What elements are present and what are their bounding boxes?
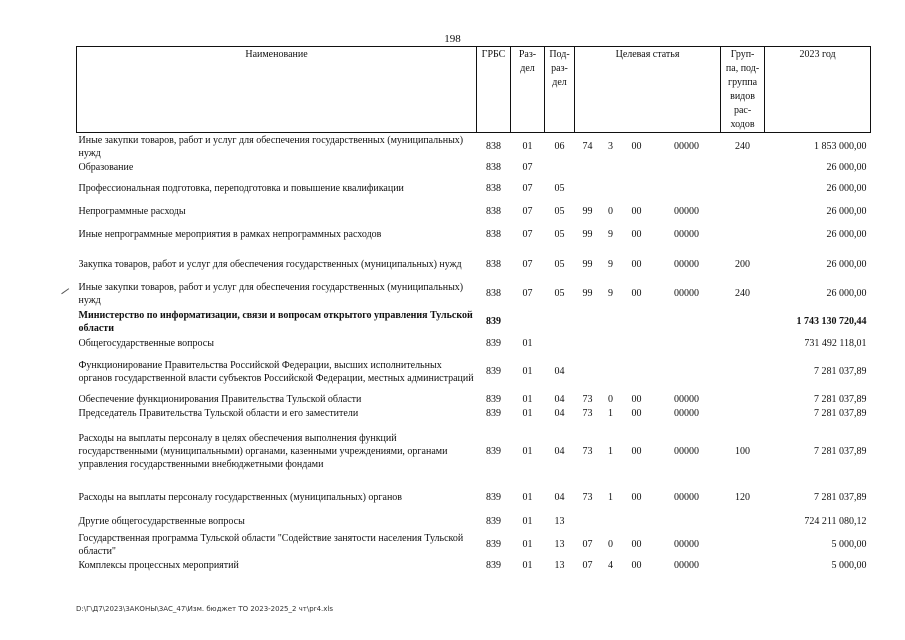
cell-cs-event: 00 [631,539,642,550]
cell-cs-program: 73 [582,446,593,457]
cell-cs-event [621,351,653,393]
cell-cs-program: 99 [582,288,593,299]
cell-razdel: 07 [522,229,533,240]
table-row [77,308,871,336]
cell-razdel: 07 [522,206,533,217]
cell-cs-event [621,161,653,175]
cell-vid-rashodov [721,175,765,203]
cell-cs-program [575,175,601,203]
cell-amount: 724 211 080,12 [804,516,867,527]
cell-grbs: 839 [486,446,501,457]
cell-vid-rashodov [721,559,765,573]
cell-cs-program: 74 [582,141,593,153]
cell-vid-rashodov [721,351,765,393]
cell-amount: 5 000,00 [831,560,867,571]
cell-podrazdel [545,336,575,351]
cell-razdel: 01 [522,492,533,503]
cell-name: Государственная программа Тульской области "Содействие занятости населения Тульской области" [78,532,464,557]
file-path-footer: D:\Г\Д7\2023\ЗАКОНЫ\ЗАС_47\Изм. бюджет ТО 2023-2025_2 чт\pr4.xls [76,605,333,613]
cell-podrazdel: 05 [554,229,565,240]
cell-vid-rashodov: 200 [735,258,751,270]
table-row [77,221,871,249]
cell-razdel: 07 [522,162,533,173]
cell-vid-rashodov [721,393,765,407]
cell-podrazdel: 04 [554,408,565,419]
cell-cs-type [601,161,621,175]
cell-razdel: 07 [522,258,533,270]
cell-vid-rashodov: 240 [735,141,751,153]
cell-amount: 26 000,00 [826,206,867,217]
cell-amount: 5 000,00 [831,539,867,550]
cell-razdel: 01 [522,394,533,405]
cell-cs-event: 00 [631,288,642,299]
cell-name: Расходы на выплаты персоналу государственных (муниципальных) органов [78,492,403,503]
cell-amount: 26 000,00 [826,162,867,173]
cell-cs-event [621,513,653,531]
cell-vid-rashodov: 240 [735,288,751,299]
cell-razdel: 01 [522,446,533,457]
cell-vid-rashodov [721,203,765,221]
cell-name: Иные непрограммные мероприятия в рамках непрограммных расходов [78,229,382,240]
table-row [77,133,871,161]
cell-podrazdel: 04 [554,446,565,457]
cell-cs-type: 0 [608,394,613,405]
cell-cs-direction [653,161,721,175]
cell-amount: 731 492 118,01 [804,337,867,349]
cell-cs-direction [653,336,721,351]
cell-podrazdel: 05 [554,288,565,299]
cell-name: Иные закупки товаров, работ и услуг для обеспечения государственных (муниципальных) нужд [78,134,464,159]
budget-table [76,46,871,573]
cell-cs-event: 00 [631,408,642,419]
cell-name: Непрограммные расходы [78,206,186,217]
table-row [77,483,871,513]
header-gruppa-vidov-rashodov: Груп- па, под- группа видов рас- ходов [721,47,765,133]
cell-cs-event: 00 [631,492,642,503]
cell-cs-type: 4 [608,560,613,571]
table-row [77,203,871,221]
cell-amount: 7 281 037,89 [814,446,867,457]
cell-razdel: 01 [522,539,533,550]
cell-grbs: 839 [486,394,501,405]
table-row [77,559,871,573]
cell-podrazdel: 04 [554,492,565,503]
table-row [77,407,871,421]
cell-cs-direction: 00000 [674,288,700,299]
table-row [77,175,871,203]
cell-cs-direction: 00000 [674,446,700,457]
cell-podrazdel: 06 [554,141,565,153]
cell-cs-type: 0 [608,206,613,217]
cell-cs-direction: 00000 [674,492,700,503]
cell-cs-type: 3 [608,141,613,153]
cell-grbs: 838 [486,162,501,173]
cell-grbs: 839 [486,560,501,571]
header-podrazdel: Под- раз- дел [545,47,575,133]
cell-amount: 7 281 037,89 [814,394,867,405]
table-row [77,161,871,175]
pencil-mark [61,288,74,301]
table-row [77,393,871,407]
cell-grbs: 838 [486,288,501,299]
table-row [77,531,871,559]
cell-cs-event [621,336,653,351]
table-row [77,336,871,351]
cell-grbs: 839 [486,366,501,377]
cell-podrazdel: 05 [554,258,565,270]
cell-razdel: 01 [522,366,533,377]
cell-razdel: 01 [522,141,533,153]
cell-podrazdel: 13 [554,539,565,550]
cell-podrazdel [545,308,575,336]
cell-vid-rashodov [721,531,765,559]
header-year: 2023 год [765,47,871,133]
cell-cs-direction: 00000 [674,394,700,405]
cell-amount: 1 743 130 720,44 [796,316,867,327]
cell-cs-type: 0 [608,539,613,550]
cell-amount: 26 000,00 [826,183,867,194]
cell-grbs: 838 [486,206,501,217]
cell-cs-program: 73 [582,492,593,503]
cell-vid-rashodov [721,308,765,336]
table-row [77,249,871,280]
cell-cs-program [575,513,601,531]
cell-vid-rashodov [721,221,765,249]
cell-name: Иные закупки товаров, работ и услуг для обеспечения государственных (муниципальных) нужд [78,281,464,306]
cell-cs-event: 00 [631,141,642,153]
cell-name: Комплексы процессных мероприятий [78,560,239,571]
cell-vid-rashodov [721,336,765,351]
cell-name: Функционирование Правительства Российской Федерации, высших исполнительных органов государственной власти субъектов Российской Федерации, местных администраций [78,359,474,384]
cell-name: Председатель Правительства Тульской области и его заместители [78,408,359,419]
cell-cs-type [601,513,621,531]
cell-amount: 7 281 037,89 [814,492,867,503]
cell-name: Профессиональная подготовка, переподготовка и повышение квалификации [78,183,404,194]
cell-cs-event: 00 [631,206,642,217]
cell-cs-type: 1 [608,446,613,457]
cell-amount: 26 000,00 [826,229,867,240]
cell-cs-program: 73 [582,394,593,405]
cell-podrazdel: 04 [554,366,565,377]
header-razdel: Раз- дел [511,47,545,133]
cell-razdel: 01 [522,516,533,527]
cell-cs-program [575,308,601,336]
cell-cs-program [575,351,601,393]
header-name: Наименование [77,47,477,133]
cell-cs-type: 9 [608,258,613,270]
cell-podrazdel: 13 [554,516,565,527]
cell-podrazdel: 13 [554,560,565,571]
cell-cs-program: 73 [582,408,593,419]
cell-grbs: 839 [486,337,501,349]
cell-cs-type [601,308,621,336]
cell-grbs: 839 [486,316,501,327]
header-row [77,47,871,133]
cell-cs-program: 99 [582,206,593,217]
cell-cs-direction: 00000 [674,408,700,419]
cell-cs-type [601,175,621,203]
cell-razdel [511,308,545,336]
cell-grbs: 839 [486,516,501,527]
cell-cs-event [621,308,653,336]
cell-cs-type: 9 [608,288,613,299]
cell-cs-event: 00 [631,394,642,405]
cell-cs-event: 00 [631,229,642,240]
cell-podrazdel [545,161,575,175]
page-number: 198 [444,33,461,45]
table-row [77,280,871,308]
cell-cs-direction: 00000 [674,206,700,217]
cell-grbs: 838 [486,183,501,194]
cell-name: Общегосударственные вопросы [78,337,214,349]
cell-cs-direction: 00000 [674,258,700,270]
cell-cs-event: 00 [631,560,642,571]
cell-grbs: 839 [486,539,501,550]
cell-cs-type: 1 [608,492,613,503]
cell-cs-type [601,351,621,393]
cell-cs-direction: 00000 [674,539,700,550]
table-row [77,421,871,483]
cell-grbs: 838 [486,141,501,153]
cell-vid-rashodov [721,513,765,531]
cell-podrazdel: 05 [554,206,565,217]
cell-podrazdel: 04 [554,394,565,405]
cell-cs-program: 99 [582,229,593,240]
cell-vid-rashodov [721,407,765,421]
cell-podrazdel: 05 [554,183,565,194]
cell-cs-program: 99 [582,258,593,270]
cell-razdel: 07 [522,183,533,194]
cell-vid-rashodov: 120 [735,492,751,503]
cell-vid-rashodov: 100 [735,446,751,457]
cell-name: Расходы на выплаты персоналу в целях обеспечения выполнения функций государственными (муниципальными) органами, казенными учреждениями, органами управления государственными внебюджетными фондами [78,433,448,470]
cell-cs-direction: 00000 [674,229,700,240]
cell-cs-type: 1 [608,408,613,419]
cell-cs-type: 9 [608,229,613,240]
cell-cs-direction [653,513,721,531]
cell-cs-direction [653,175,721,203]
table-body [77,133,871,573]
cell-grbs: 839 [486,408,501,419]
cell-name: Закупка товаров, работ и услуг для обеспечения государственных (муниципальных) нужд [78,258,462,270]
cell-cs-direction: 00000 [674,141,700,153]
cell-cs-program [575,161,601,175]
cell-razdel: 01 [522,337,533,349]
cell-razdel: 07 [522,288,533,299]
cell-razdel: 01 [522,408,533,419]
header-celevaya-statya: Целевая статья [575,47,721,133]
cell-cs-program: 07 [582,560,593,571]
cell-cs-direction [653,351,721,393]
cell-cs-program [575,336,601,351]
cell-cs-type [601,336,621,351]
cell-cs-event: 00 [631,446,642,457]
cell-vid-rashodov [721,161,765,175]
cell-cs-program: 07 [582,539,593,550]
cell-cs-direction: 00000 [674,560,700,571]
cell-amount: 7 281 037,89 [814,366,867,377]
cell-amount: 7 281 037,89 [814,408,867,419]
cell-name: Обеспечение функционирования Правительства Тульской области [78,394,362,405]
cell-name: Образование [78,162,134,173]
cell-grbs: 838 [486,258,501,270]
table-row [77,513,871,531]
table-row [77,351,871,393]
cell-cs-event: 00 [631,258,642,270]
cell-amount: 1 853 000,00 [814,141,867,153]
cell-name: Другие общегосударственные вопросы [78,516,245,527]
cell-grbs: 839 [486,492,501,503]
cell-cs-event [621,175,653,203]
cell-name: Министерство по информатизации, связи и вопросам открытого управления Тульской области [78,309,473,334]
cell-cs-direction [653,308,721,336]
header-grbs: ГРБС [477,47,511,133]
cell-amount: 26 000,00 [826,258,867,270]
cell-amount: 26 000,00 [826,288,867,299]
cell-grbs: 838 [486,229,501,240]
cell-razdel: 01 [522,560,533,571]
